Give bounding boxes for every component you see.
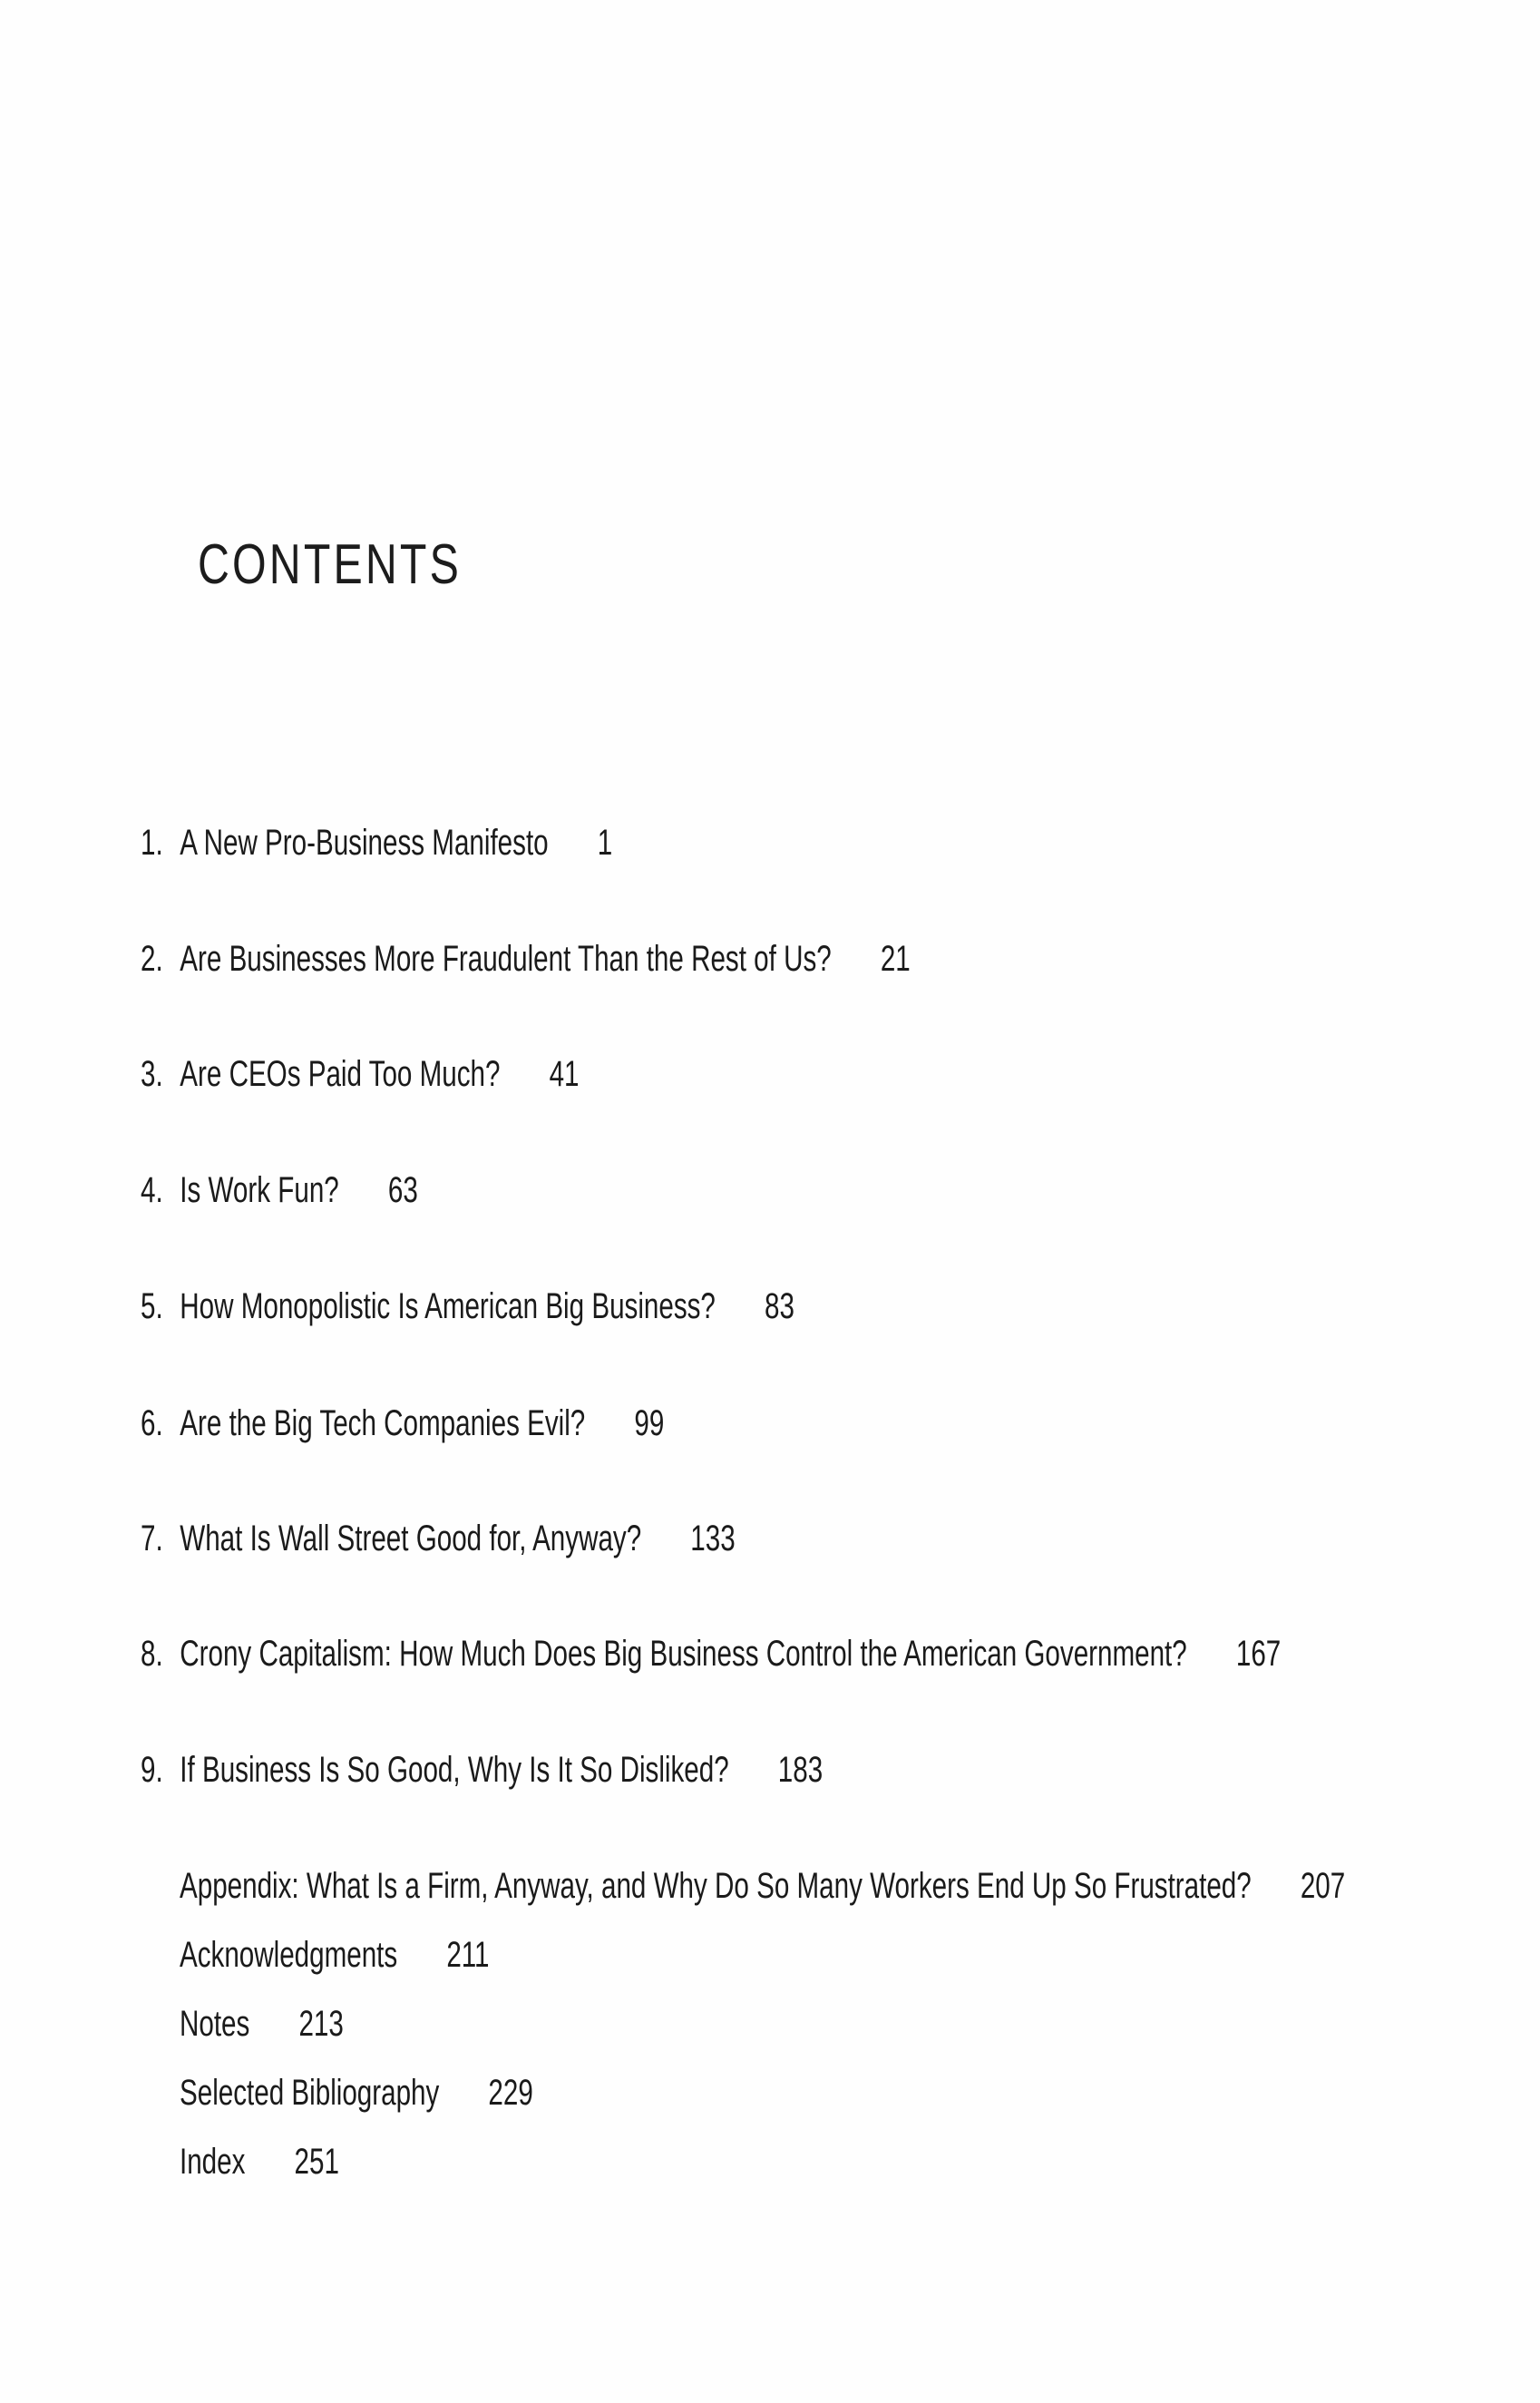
page-number: 133 xyxy=(690,1519,736,1558)
page-number: 207 xyxy=(1300,1866,1346,1906)
chapter-title: What Is Wall Street Good for, Anyway? xyxy=(180,1519,642,1558)
toc-entry-chapter-3[interactable] xyxy=(141,1052,579,1096)
toc-entry-chapter-7[interactable] xyxy=(141,1517,736,1560)
page-number: 213 xyxy=(298,2004,344,2044)
section-title: Notes xyxy=(180,2004,250,2044)
page-number: 21 xyxy=(880,939,911,979)
chapter-title: Are Businesses More Fraudulent Than the Rest of Us? xyxy=(180,939,832,979)
toc-entry-chapter-4[interactable] xyxy=(141,1168,418,1212)
section-title: Selected Bibliography xyxy=(180,2073,440,2113)
chapter-title: A New Pro-Business Manifesto xyxy=(180,823,549,863)
section-title: Acknowledgments xyxy=(180,1935,398,1975)
chapter-number: 3. xyxy=(141,1054,163,1094)
page-number: 229 xyxy=(488,2073,533,2113)
chapter-title: How Monopolistic Is American Big Business? xyxy=(180,1286,716,1326)
chapter-number: 2. xyxy=(141,939,163,979)
section-title: Index xyxy=(180,2142,246,2182)
chapter-number: 7. xyxy=(141,1519,163,1558)
toc-entry-chapter-2[interactable] xyxy=(141,937,911,981)
page-number: 63 xyxy=(387,1170,418,1210)
page-number: 83 xyxy=(765,1286,794,1326)
toc-entry-chapter-6[interactable] xyxy=(141,1402,664,1445)
toc-entry-notes[interactable] xyxy=(180,2002,344,2046)
toc-entry-chapter-1[interactable] xyxy=(141,821,612,864)
page-number: 167 xyxy=(1235,1634,1282,1674)
page-number: 183 xyxy=(777,1750,824,1790)
page-number: 1 xyxy=(597,823,613,863)
chapter-number: 1. xyxy=(141,823,163,863)
chapter-title: Are CEOs Paid Too Much? xyxy=(180,1054,501,1094)
chapter-title: Is Work Fun? xyxy=(180,1170,339,1210)
chapter-number: 8. xyxy=(141,1634,163,1674)
toc-entry-acknowledgments[interactable] xyxy=(180,1933,490,1977)
toc-entry-bibliography[interactable] xyxy=(180,2071,533,2115)
chapter-number: 5. xyxy=(141,1286,163,1326)
chapter-title: Are the Big Tech Companies Evil? xyxy=(180,1403,586,1443)
toc-entry-index[interactable] xyxy=(180,2140,339,2183)
toc-entry-chapter-8[interactable] xyxy=(141,1632,1281,1675)
toc-entry-chapter-5[interactable] xyxy=(141,1285,794,1328)
page-number: 211 xyxy=(446,1935,490,1975)
chapter-number: 6. xyxy=(141,1403,163,1443)
page-number: 251 xyxy=(294,2142,339,2182)
chapter-title: If Business Is So Good, Why Is It So Disliked? xyxy=(180,1750,729,1790)
page-number: 99 xyxy=(634,1403,665,1443)
chapter-title: Crony Capitalism: How Much Does Big Business Control the American Government? xyxy=(180,1634,1187,1674)
toc-entry-appendix[interactable] xyxy=(180,1864,1345,1908)
chapter-number: 4. xyxy=(141,1170,163,1210)
section-title: Appendix: What Is a Firm, Anyway, and Why Do So Many Workers End Up So Frustrated? xyxy=(180,1866,1252,1906)
toc-entry-chapter-9[interactable] xyxy=(141,1748,823,1792)
page-number: 41 xyxy=(549,1054,580,1094)
page-title: CONTENTS xyxy=(198,533,462,596)
chapter-number: 9. xyxy=(141,1750,163,1790)
